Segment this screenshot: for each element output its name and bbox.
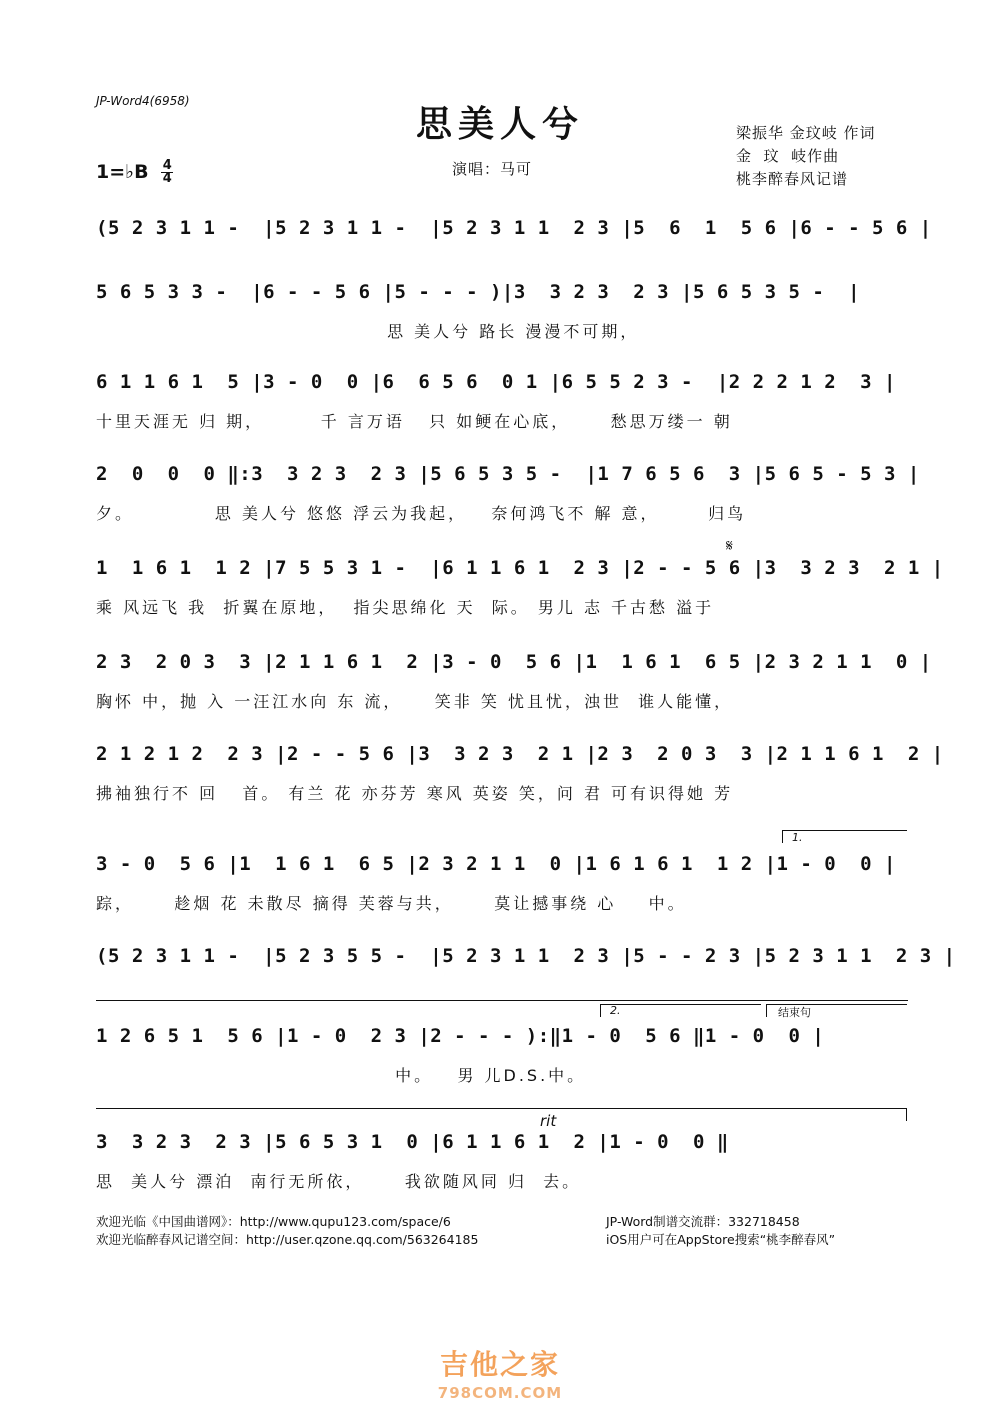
- notes-line: 2 3 2 0 3 3 |2 1 1 6 1 2 |3 - 0 5 6 |1 1 6 1 6 5 |2 3 2 1 1 0 |: [96, 651, 932, 673]
- footer-ios: iOS用户可在AppStore搜索“桃李醉春风”: [606, 1232, 836, 1247]
- system-4: [96, 460, 920, 524]
- lyrics-line: 思 美人兮 路长 漫漫不可期，: [96, 322, 640, 341]
- notes-line: 2 0 0 0 ‖:3 3 2 3 2 3 |5 6 5 3 5 - |1 7 6 5 6 3 |5 6 5 - 5 3 |: [96, 463, 920, 485]
- time-top: 4: [162, 158, 172, 173]
- repeat-bracket: [96, 1000, 908, 1001]
- notes-line: 2 1 2 1 2 2 3 |2 - - 5 6 |3 3 2 3 2 1 |2 3 2 0 3 3 |2 1 1 6 1 2 |: [96, 743, 944, 765]
- notes-line: 6 1 1 6 1 5 |3 - 0 0 |6 6 5 6 0 1 |6 5 5 2 3 - |2 2 2 1 2 3 |: [96, 371, 896, 393]
- key-signature: [96, 160, 173, 185]
- lyrics-line: 中。 男 儿D.S.中。: [96, 1066, 587, 1085]
- lyrics-line: 胸怀 中，抛 入 一汪江水向 东 流， 笑非 笑 忧且忧，浊世 谁人能懂，: [96, 692, 734, 711]
- software-label: JP-Word4(6958): [96, 94, 190, 108]
- footer-link-1: 欢迎光临《中国曲谱网》：http://www.qupu123.com/space/6: [96, 1214, 451, 1229]
- system-7: [96, 740, 944, 804]
- time-signature: [161, 160, 173, 185]
- lyricist: 梁振华 金玟岐 作词: [736, 124, 876, 142]
- footer-left: [96, 1213, 478, 1249]
- volta-2-bracket: [600, 1004, 761, 1017]
- time-bottom: 4: [162, 171, 172, 186]
- coda-bracket: [96, 1108, 907, 1121]
- notes-line: 5 6 5 3 3 - |6 - - 5 6 |5 - - - )|3 3 2 3 2 3 |5 6 5 3 5 - |: [96, 281, 861, 303]
- transcriber: 桃李醉春风记谱: [736, 170, 849, 188]
- system-8: [96, 850, 908, 914]
- footer-link-2: 欢迎光临醉春风记谱空间：http://user.qzone.qq.com/563264185: [96, 1232, 479, 1247]
- volta-1-label: 1.: [792, 831, 803, 844]
- system-11: [96, 1128, 908, 1192]
- key-label: 1=♭B: [96, 161, 149, 183]
- notes-line: 1 2 6 5 1 5 6 |1 - 0 2 3 |2 - - - ):‖1 - 0 5 6 ‖1 - 0 0 |: [96, 1025, 825, 1047]
- system-9: [96, 942, 956, 986]
- lyrics-line: 十里天涯无 归 期， 千 言万语 只 如鲠在心底， 愁思万缕一 朝: [96, 412, 733, 431]
- footer-group: JP-Word制谱交流群：332718458: [606, 1214, 800, 1229]
- ending-label: 结束句: [778, 1006, 811, 1019]
- notes-line: (5 2 3 1 1 - |5 2 3 5 5 - |5 2 3 1 1 2 3 |5 - - 2 3 |5 2 3 1 1 2 3 |: [96, 945, 956, 967]
- lyrics-line: 夕。 思 美人兮 悠悠 浮云为我起， 奈何鸿飞不 解 意， 归鸟: [96, 504, 747, 523]
- system-10: [96, 1022, 908, 1086]
- rit-marking: rit: [540, 1112, 557, 1130]
- system-5: [96, 554, 944, 618]
- notes-line: (5 2 3 1 1 - |5 2 3 1 1 - |5 2 3 1 1 2 3 |5 6 1 5 6 |6 - - 5 6 |: [96, 217, 932, 239]
- footer-right: [606, 1213, 835, 1249]
- notes-line: 3 3 2 3 2 3 |5 6 5 3 1 0 |6 1 1 6 1 2 |1 - 0 0 ‖: [96, 1131, 729, 1153]
- credits: [736, 122, 876, 191]
- watermark-url: 798COM.COM: [437, 1384, 563, 1402]
- system-2: [96, 278, 908, 342]
- notes-line: 3 - 0 5 6 |1 1 6 1 6 5 |2 3 2 1 1 0 |1 6 1 6 1 1 2 |1 - 0 0 |: [96, 853, 896, 875]
- lyrics-line: 踪， 趁烟 花 未散尽 摘得 芙蓉与共， 莫让撼事绕 心 中。: [96, 894, 687, 913]
- singer: 演唱：马可: [452, 160, 533, 178]
- lyrics-line: 乘 风远飞 我 折翼在原地， 指尖思绵化 天 际。 男儿 志 千古愁 溢于: [96, 598, 715, 617]
- notes-line: 1 1 6 1 1 2 |7 5 5 3 1 - |6 1 1 6 1 2 3 |2 - - 5 6 |3 3 2 3 2 1 |: [96, 557, 944, 579]
- system-3: [96, 368, 908, 432]
- volta-2-label: 2.: [610, 1004, 621, 1017]
- song-title: 思美人兮: [415, 103, 584, 145]
- composer: 金 玟 岐作曲: [736, 147, 840, 165]
- system-1: [96, 214, 932, 258]
- segno-sign: 𝄋: [726, 536, 733, 555]
- system-6: [96, 648, 932, 712]
- lyrics-line: 拂袖独行不 回 首。 有兰 花 亦芬芳 寒风 英姿 笑，问 君 可有识得她 芳: [96, 784, 734, 803]
- watermark-logo: 吉他之家: [439, 1348, 560, 1381]
- lyrics-line: 思 美人兮 漂泊 南行无所依， 我欲随风同 归 去。: [96, 1172, 582, 1191]
